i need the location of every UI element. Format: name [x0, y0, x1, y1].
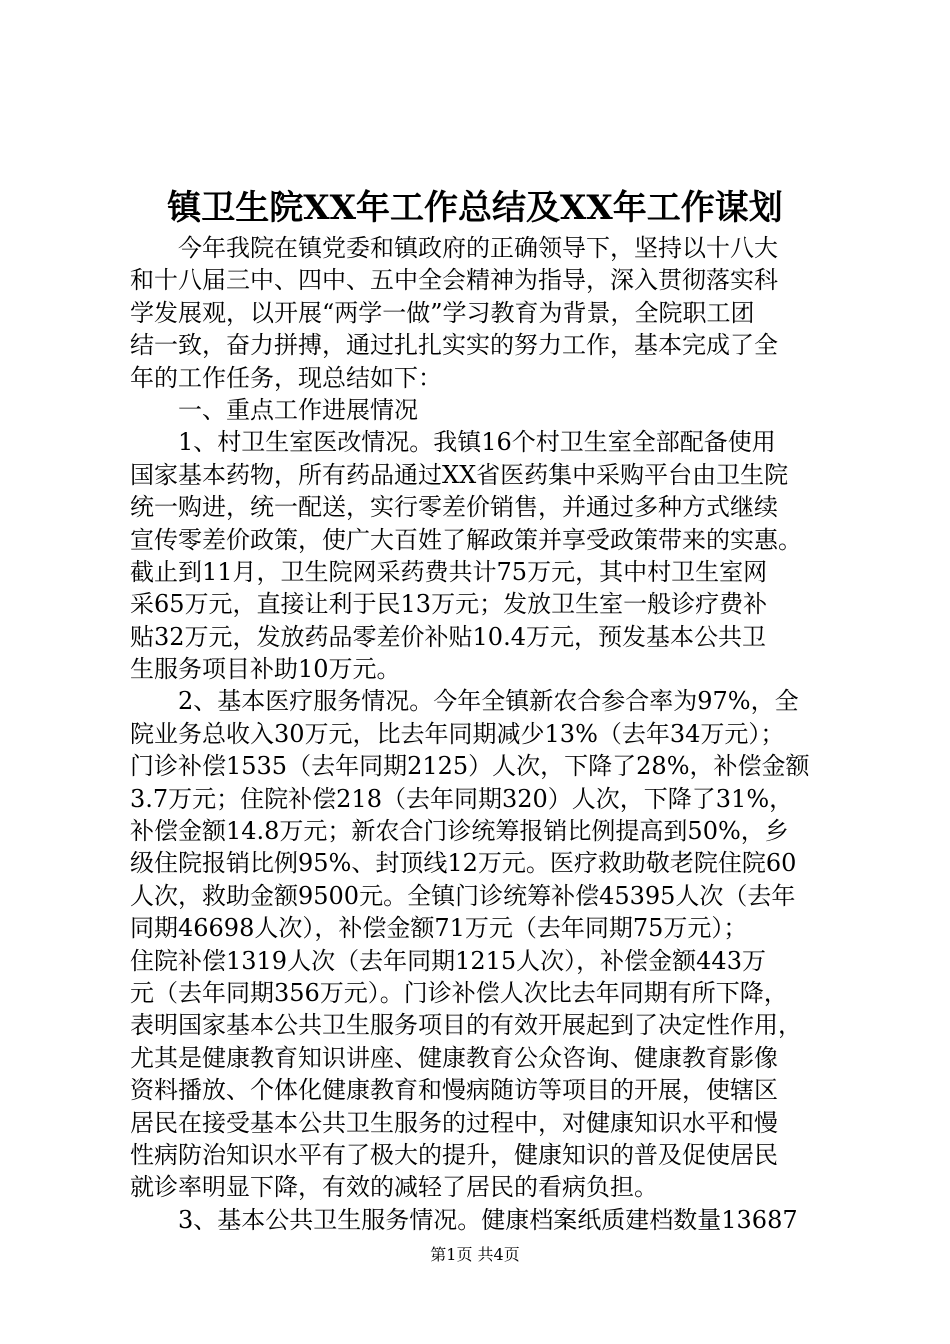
- body-line: 尤其是健康教育知识讲座、健康教育公众咨询、健康教育影像: [130, 1043, 778, 1072]
- body-line: 1、村卫生室医改情况。我镇16个村卫生室全部配备使用: [130, 428, 776, 457]
- body-line: 统一购进，统一配送，实行零差价销售，并通过多种方式继续: [130, 493, 778, 522]
- body-line: 人次，救助金额9500元。全镇门诊统筹补偿45395人次（去年: [130, 881, 796, 910]
- body-line: 结一致，奋力拼搏，通过扎扎实实的努力工作，基本完成了全: [130, 331, 778, 360]
- body-line: 级住院报销比例95%、封顶线12万元。医疗救助敬老院住院60: [130, 849, 797, 878]
- body-line: 宣传零差价政策，使广大百姓了解政策并享受政策带来的实惠。: [130, 525, 802, 554]
- body-line: 国家基本药物，所有药品通过XX省医药集中采购平台由卫生院: [130, 460, 789, 489]
- body-line: 门诊补偿1535（去年同期2125）人次，下降了28%，补偿金额: [130, 752, 810, 781]
- body-line: 今年我院在镇党委和镇政府的正确领导下，坚持以十八大: [130, 234, 778, 262]
- body-line: 资料播放、个体化健康教育和慢病随访等项目的开展，使辖区: [130, 1076, 778, 1105]
- body-line: 年的工作任务，现总结如下：: [130, 363, 442, 392]
- body-line: 表明国家基本公共卫生服务项目的有效开展起到了决定性作用，: [130, 1011, 802, 1040]
- page-footer: 第1页 共4页: [430, 1245, 520, 1264]
- body-line: 截止到11月，卫生院网采药费共计75万元，其中村卫生室网: [130, 557, 768, 586]
- body-line: 住院补偿1319人次（去年同期1215人次），补偿金额443万: [130, 946, 766, 975]
- body-line: 就诊率明显下降，有效的减轻了居民的看病负担。: [130, 1173, 658, 1202]
- document-body: [130, 232, 835, 1236]
- section-heading: 一、重点工作进展情况: [130, 395, 418, 424]
- body-line: 同期46698人次），补偿金额71万元（去年同期75万元）；: [130, 914, 748, 943]
- document-title: 镇卫生院XX年工作总结及XX年工作谋划: [167, 188, 783, 228]
- body-line: 生服务项目补助10万元。: [130, 655, 401, 684]
- body-line: 和十八届三中、四中、五中全会精神为指导，深入贯彻落实科: [130, 266, 778, 295]
- body-line: 补偿金额14.8万元；新农合门诊统筹报销比例提高到50%，乡: [130, 817, 789, 846]
- body-line: 采65万元，直接让利于民13万元；发放卫生室一般诊疗费补: [130, 590, 768, 619]
- body-line: 3.7万元；住院补偿218（去年同期320）人次，下降了31%，: [130, 784, 794, 813]
- body-line: 贴32万元，发放药品零差价补贴10.4万元，预发基本公共卫: [130, 622, 766, 651]
- body-line: 元（去年同期356万元）。门诊补偿人次比去年同期有所下降，: [130, 978, 788, 1007]
- body-line: 学发展观，以开展“两学一做”学习教育为背景，全院职工团: [130, 298, 755, 327]
- body-line: 性病防治知识水平有了极大的提升，健康知识的普及促使居民: [130, 1140, 778, 1169]
- body-line: 院业务总收入30万元，比去年同期减少13%（去年34万元）；: [130, 719, 785, 748]
- body-line: 2、基本医疗服务情况。今年全镇新农合参合率为97%，全: [130, 687, 799, 716]
- body-line: 居民在接受基本公共卫生服务的过程中，对健康知识水平和慢: [130, 1108, 778, 1137]
- body-line: 3、基本公共卫生服务情况。健康档案纸质建档数量13687: [130, 1205, 798, 1234]
